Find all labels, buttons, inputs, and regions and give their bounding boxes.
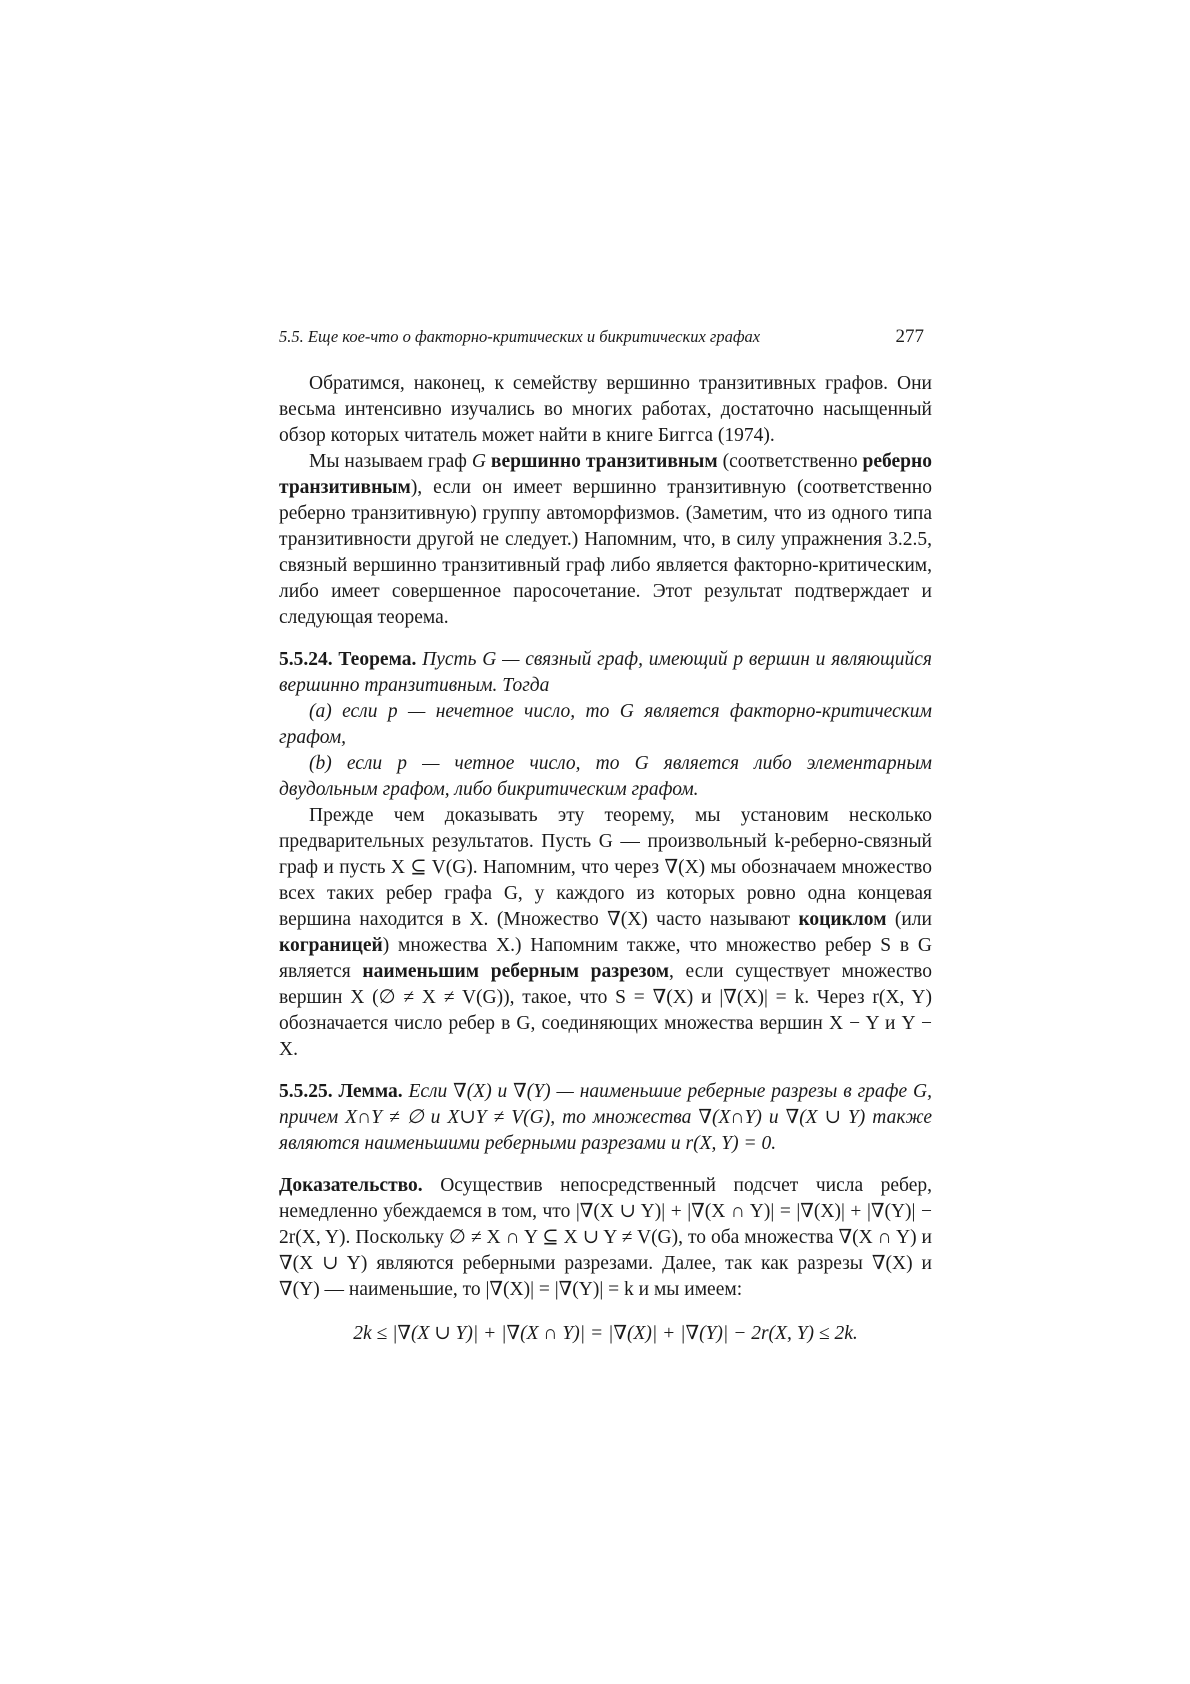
page-number: 277 [895,326,924,347]
paragraph-definition [279,449,932,631]
lemma-label: 5.5.25. Лемма. [279,1081,403,1102]
math-G: G [471,451,486,472]
lemma-statement: Если ∇(X) и ∇(Y) — наименьшие реберные разрезы в графе G, причем X∩Y ≠ ∅ и X∪Y ≠ V(G), то множества ∇(X∩Y) и ∇(X ∪ Y) также являются наименьшими реберными разрезами и r(X, Y) = 0. [279,1081,933,1154]
text-run: (или [886,909,932,930]
display-equation: 2k ≤ |∇(X ∪ Y)| + |∇(X ∩ Y)| = |∇(X)| + |∇(Y)| − 2r(X, Y) ≤ 2k. [353,1323,858,1344]
proof [279,1173,932,1303]
term-edge-transitive: реберно транзитивным [279,451,933,498]
text-run: , если существует множество вершин X (∅ ≠ X ≠ V(G)), такое, что S = ∇(X) и |∇(X)| = k. Через r(X, Y) обозначается число ребер в G, соединяющих множества вершин X − Y и Y − X. [279,961,932,1060]
theorem-item-a: (a) если p — нечетное число, то G является факторно-критическим графом, [279,701,932,748]
page [279,322,932,1347]
theorem-item-b: (b) если p — четное число, то G является либо элементарным двудольным графом, либо бикритическим графом. [279,753,932,800]
text-run: (соответственно [717,451,863,472]
paragraph-preliminaries [279,803,932,1063]
proof-text: Осуществив непосредственный подсчет числа ребер, немедленно убеждаемся в том, что |∇(X ∪ Y)| + |∇(X ∩ Y)| = |∇(X)| + |∇(Y)| − 2r(X, Y). Поскольку ∅ ≠ X ∩ Y ⊆ X ∪ Y ≠ V(G), то оба множества ∇(X ∩ Y) и ∇(X ∪ Y) являются реберными разрезами. Далее, так как разрезы ∇(X) и ∇(Y) — наименьшие, то |∇(X)| = |∇(Y)| = k и мы имеем: [279,1175,932,1300]
text-run: ) множества X.) Напомним также, что множество ребер S в G является [279,935,932,982]
theorem-label: 5.5.24. Теорема. [279,649,417,670]
text-run: Прежде чем доказывать эту теорему, мы установим несколько предварительных результатов. Пусть G — произвольный k-реберно-связный граф и пусть X ⊆ V(G). Напомним, что через ∇(X) мы обозначаем множество всех таких ребер графа G, у каждого из которых ровно одна концевая вершина находится в X. (Множество ∇(X) часто называют [279,805,932,930]
proof-label: Доказательство. [279,1175,423,1196]
theorem-5-5-24 [279,647,932,699]
term-min-edge-cut: наименьшим реберным разрезом [362,961,669,982]
running-head-title: 5.5. Еще кое-что о факторно-критических и бикритических графах [279,327,761,346]
lemma-5-5-25 [279,1079,932,1157]
term-cocycle: коциклом [798,909,887,930]
term-coboundary: кограницей [279,935,383,956]
text-run: Мы называем граф [309,451,472,472]
theorem-statement: Пусть G — связный граф, имеющий p вершин и являющийся вершинно транзитивным. Тогда [279,649,932,696]
running-head [279,322,932,352]
text-run: ), если он имеет вершинно транзитивную (соответственно реберно транзитивную) группу автоморфизмов. (Заметим, что из одного типа транзитивности другой не следует.) Напомним, что, в силу упражнения 3.2.5, связный вершинно транзитивный граф либо является факторно-критическим, либо имеет совершенное паросочетание. Этот результат подтверждает и следующая теорема. [279,477,932,628]
term-vertex-transitive: вершинно транзитивным [490,451,718,472]
paragraph-intro: Обратимся, наконец, к семейству вершинно транзитивных графов. Они весьма интенсивно изучались во многих работах, достаточно насыщенный обзор которых читатель может найти в книге Биггса (1974). [279,373,932,446]
